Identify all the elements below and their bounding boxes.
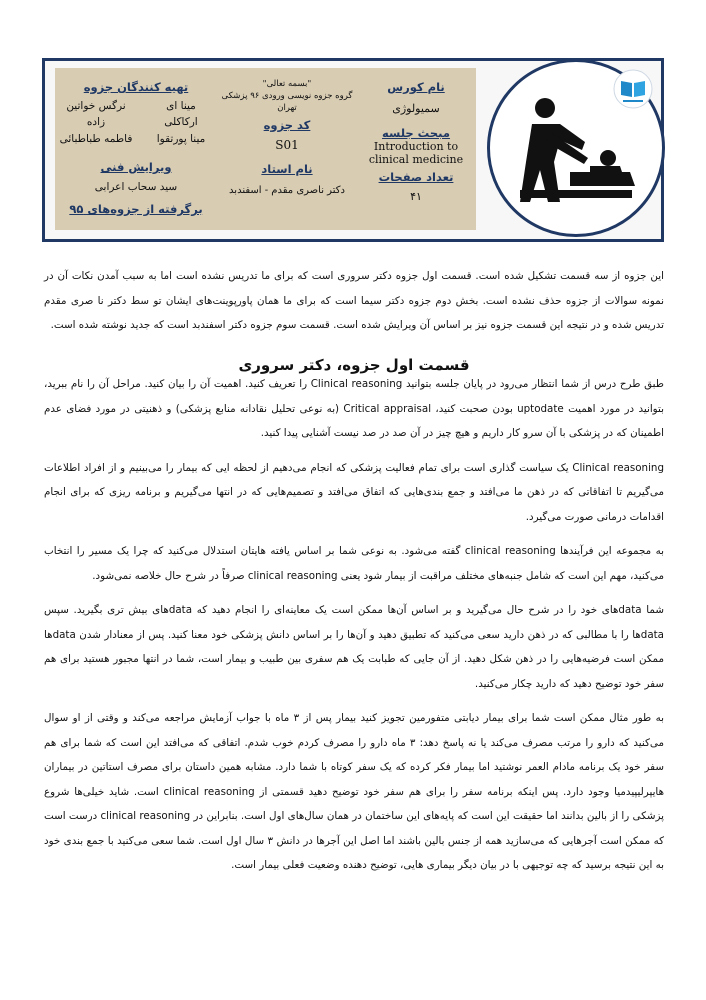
paragraph: طبق طرح درس از شما انتظار می‌رود در پایان جلسه بتوانید Clinical reasoning را تعریف کنید. اهمیت آن را بیان کنید. مراحل آن را نام ببرید، بتوانید در مورد اهمیت uptodate بودن صحبت کنید، Critical appraisal (به نوعی تحلیل نقادانه منابع پزشکی) و ذهنیتی در مورد فضای عدم اطمینان که در پزشکی با آن سرو کار داریم و هیچ چیز در آن صد در صد نیست آشنایی پیدا کنید. [44, 378, 664, 439]
preparers-list [58, 98, 214, 152]
code-label: کد جزوه [263, 118, 311, 132]
motto: "بسمه تعالی" [262, 79, 312, 89]
topic-value: Introduction to clinical medicine [368, 140, 464, 166]
paragraph: شما dataهای خود را در شرح حال می‌گیرید و بر اساس آن‌ها ممکن است یک معاینه‌ای را انجام دهید که dataهای بیش تری بگیرید. سپس dataها را با مطالبی که در ذهن دارید سعی می‌کنید که تطبیق دهید و آن‌ها را بر اساس دانش پزشکی خود معنا کنید. پس از معنادار شدن dataها ممکن است فرضیه‌هایی را در ذهن شکل دهید. از آن جایی که طبابت یک هم سفری بین طبیب و بیمار است، شما در انتها مجبور هستید برای هم سفر خود توضیح دهید که دارید چکار می‌کنید. [44, 604, 664, 690]
teacher-label: نام استاد [261, 162, 313, 176]
source-label: برگرفته از جزوه‌های ۹۵ [69, 202, 203, 216]
paragraph: Clinical reasoning یک سیاست گذاری است برای تمام فعالیت پزشکی که انجام می‌دهیم از لحظه ایی که بیمار را می‌بینیم و از افراد اطلاعات می‌گیریم تا اتفاقاتی که در ذهن ما می‌افتد و جمع بندی‌هایی که اتفاق می‌افتد و تصمیم‌هایی که در انتها می‌گیریم و برنامه ریزی که برای انجام اقدامات درمانی صورت می‌گیرد. [44, 461, 664, 523]
section-title: قسمت اول جزوه، دکتر سروری [238, 356, 470, 374]
topic-label: مبحث جلسه [382, 126, 450, 140]
editor-label: ویرایش فنی [100, 160, 172, 174]
main-body [44, 372, 664, 878]
course-label: نام کورس [387, 80, 445, 94]
teacher-value: دکتر ناصری مقدم - اسفندبد [229, 185, 345, 196]
intro-paragraph [44, 264, 664, 338]
course-value: سمیولوژی [392, 102, 440, 115]
course-info-column [366, 80, 466, 204]
preparer-name: نرگس خواتین زاده [66, 100, 126, 128]
pages-value: ۴۱ [410, 190, 422, 203]
paragraph: به طور مثال ممکن است شما برای بیمار دیابتی متفورمین تجویز کنید بیمار پس از ۳ ماه با جواب آزمایش مراجعه می‌کند و وقتی از او سوال می‌کنید که دارو را مرتب مصرف می‌کند یا نه پاسخ دهد: ۳ ماه دارو را مصرف کردم خوب شدم. اتفاقی که می‌افتد این است که شما برای هم سفر خود یک برنامه مادام العمر نوشتید اما بیمار فکر کرده که یک سفر کوتاه با شما دارد. مشابه همین داستان برای مصرف استاتین در بیماران هایپرلیپیدمیا وجود دارد. پس اینکه برنامه سفر را برای هم سفر خود توضیح دهید قسمتی از clinical reasoning است. شاید خیلی‌ها شروع پزشکی را از بالین بدانند اما حقیقت این است که پایه‌های این ساختمان در همان سال‌های اول است. بنابراین در clinical reasoning درست است که ممکن است آجرهایی که می‌سازید همه از جنس بالین باشند اما اصل این آجرها در دانش ۳ سال اول است. شما سعی می‌کنید با جمع بندی خود به این نتیجه برسید که چه توجیهی با در بیان دیگر بیماری هایی، توضیح دهنده وضعیت فعلی بیمار است. [44, 712, 665, 871]
preparers-label: تهیه کنندگان جزوه [83, 80, 189, 94]
preparers-column [58, 80, 214, 216]
group-name: گروه جزوه نویسی ورودی ۹۶ پزشکی تهران [221, 91, 353, 113]
pages-label: تعداد صفحات [378, 170, 454, 184]
preparer-name: فاطمه طباطبائی [59, 133, 133, 145]
paragraph: به مجموعه این فرآیندها clinical reasoning گفته می‌شود. به نوعی شما بر اساس یافته هایتان استدلال می‌کنید که چرا یک مسیر را انتخاب می‌کنید، مهم این است که شامل جنبه‌های مختلف مراقبت از بیمار شود یعنی clinical reasoning صرفاً در شرح حال خلاصه نمی‌شود. [44, 545, 665, 582]
course-meta-column [212, 78, 362, 198]
preparer-name: مینا ای ارکاکلی [164, 100, 198, 128]
editor-value: سید سحاب اعرابی [94, 181, 178, 193]
code-value: S01 [275, 138, 299, 152]
preparer-name: مینا پورتقوا [156, 133, 206, 145]
book-logo-icon [613, 69, 653, 109]
intro-text: این جزوه از سه قسمت تشکیل شده است. قسمت اول جزوه دکتر سروری است که برای ما تدریس نشده است اما به سبب آمدن نکات آن در نمونه سوالات از جزوه حذف نشده است. بخش دوم جزوه دکتر سیما است که برای ما همان پاورپوینت‌های ایشان تو سط دکتر نا صری مقدم تدریس شده و در نتیجه این قسمت جزوه نیز بر اساس آن ویرایش شده است. قسمت سوم جزوه دکتر اسفندبد است که جدید نوشته شده است. [44, 270, 664, 331]
